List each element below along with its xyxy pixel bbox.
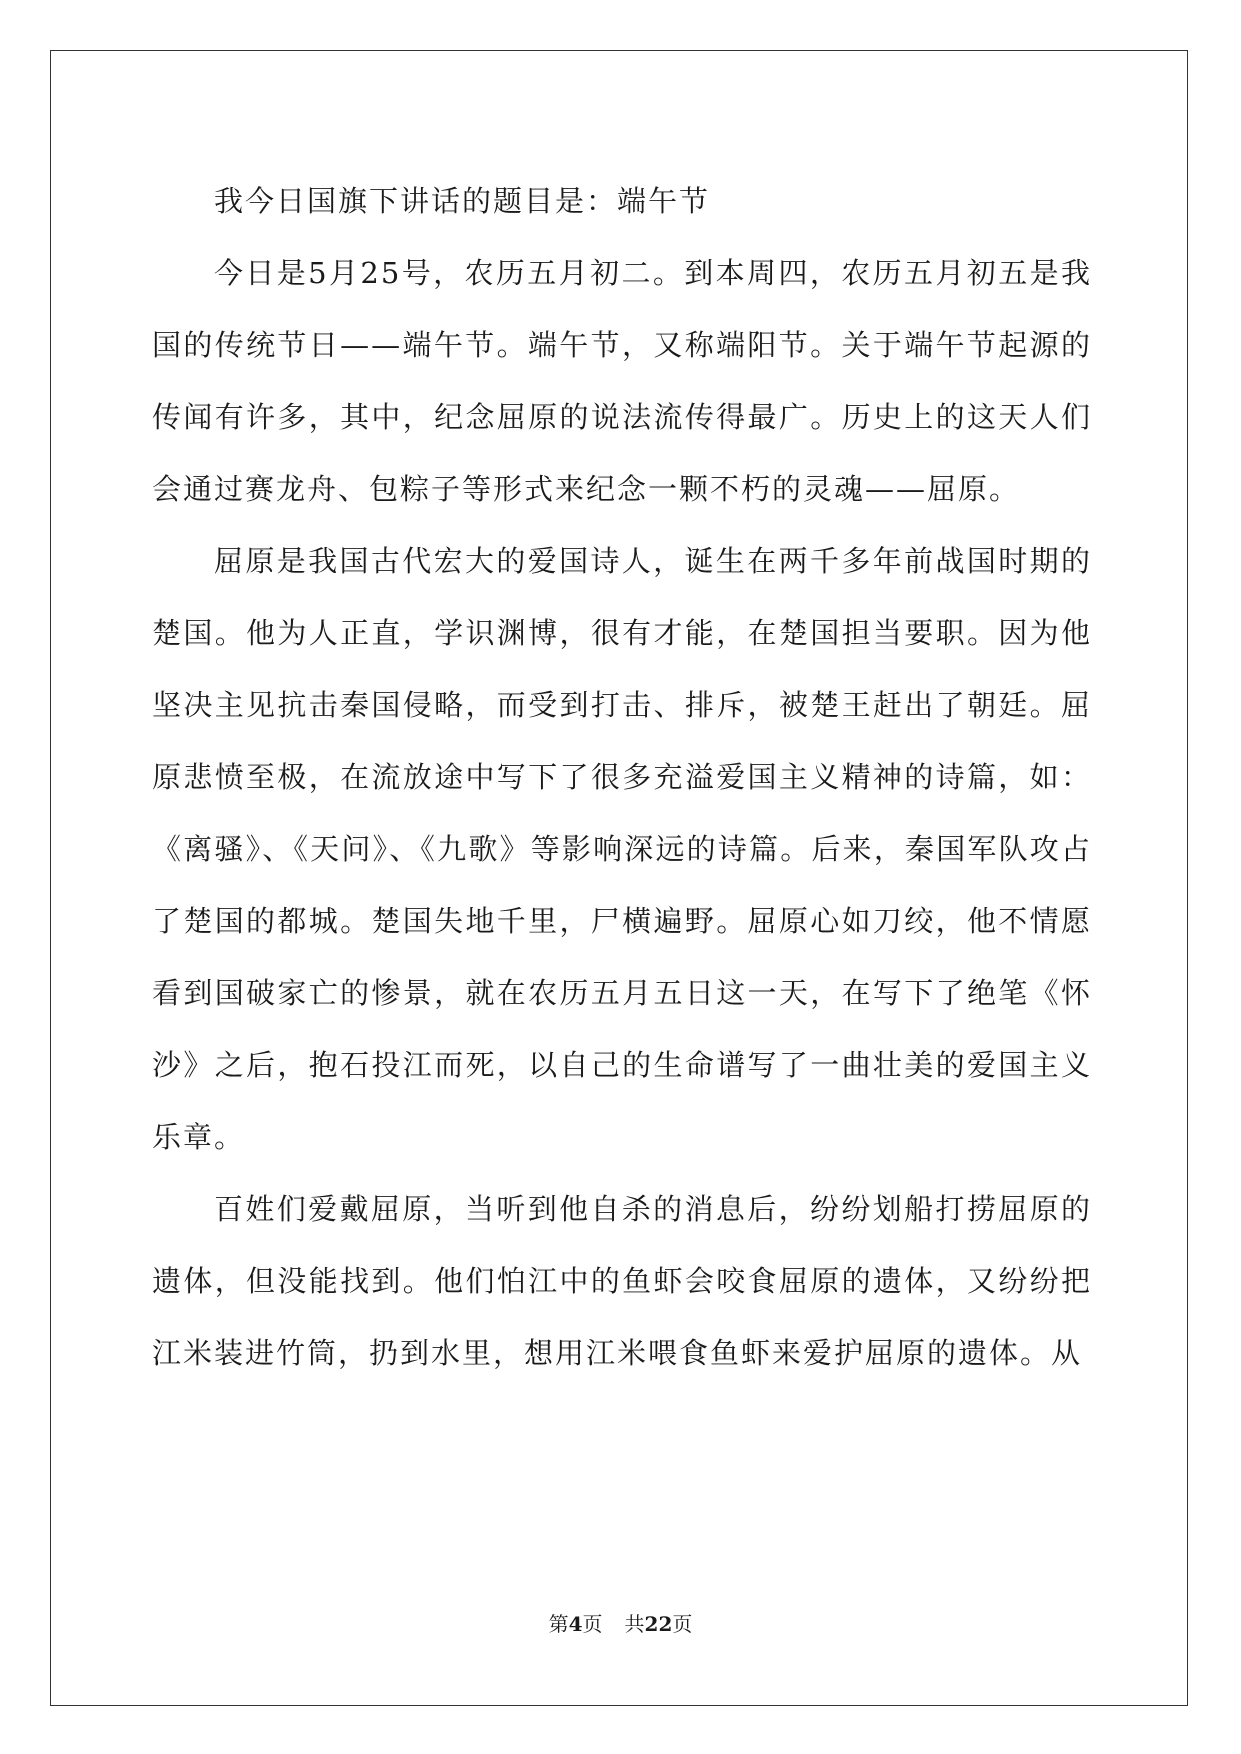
paragraph-4: 百姓们爱戴屈原，当听到他自杀的消息后，纷纷划船打捞屈原的遗体，但没能找到。他们怕江中的鱼虾会咬食屈原的遗体，又纷纷把江米装进竹筒，扔到水里，想用江米喂食鱼虾来爱护屈原的遗体。从 (152, 1192, 1092, 1370)
paragraph-1: 我今日国旗下讲话的题目是：端午节 (214, 184, 711, 218)
paragraph-2: 今日是5月25号，农历五月初二。到本周四，农历五月初五是我国的传统节日——端午节。端午节，又称端阳节。关于端午节起源的传闻有许多，其中，纪念屈原的说法流传得最广。历史上的这天人们会通过赛龙舟、包粽子等形式来纪念一颗不朽的灵魂——屈原。 (152, 256, 1092, 506)
total-suffix: 页 (672, 1612, 693, 1636)
page-number: 4 (568, 1612, 583, 1636)
page-prefix: 第 (548, 1612, 569, 1636)
total-pages: 22 (644, 1612, 673, 1636)
total-prefix: 共 (624, 1612, 645, 1636)
document-body (152, 165, 1092, 1389)
page-footer (0, 1608, 1241, 1637)
page-suffix: 页 (582, 1612, 603, 1636)
paragraph-3: 屈原是我国古代宏大的爱国诗人，诞生在两千多年前战国时期的楚国。他为人正直，学识渊博，很有才能，在楚国担当要职。因为他坚决主见抗击秦国侵略，而受到打击、排斥，被楚王赶出了朝廷。屈原悲愤至极，在流放途中写下了很多充溢爱国主义精神的诗篇，如：《离骚》、《天问》、《九歌》等影响深远的诗篇。后来，秦国军队攻占了楚国的都城。楚国失地千里，尸横遍野。屈原心如刀绞，他不情愿看到国破家亡的惨景，就在农历五月五日这一天，在写下了绝笔《怀沙》之后，抱石投江而死，以自己的生命谱写了一曲壮美的爱国主义乐章。 (152, 544, 1092, 1154)
